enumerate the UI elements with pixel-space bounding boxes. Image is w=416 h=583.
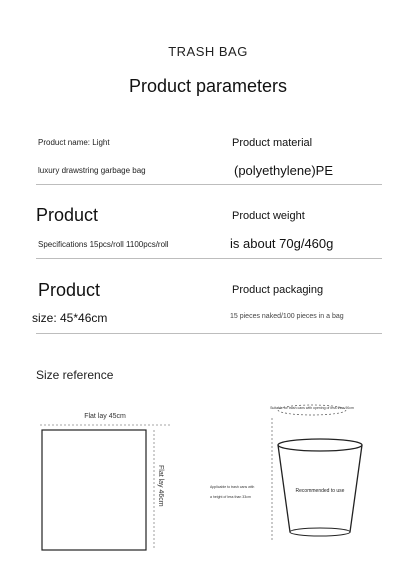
height-note-1: Applicable to trash cans with xyxy=(210,485,255,489)
flat-lay-diagram xyxy=(30,405,180,555)
can-rim xyxy=(278,439,362,451)
product-name-label: Product name: Light xyxy=(38,138,110,147)
product-size-value: size: 45*46cm xyxy=(32,311,108,325)
flat-width-text: Flat lay 45cm xyxy=(84,413,126,420)
trash-can-diagram xyxy=(210,400,385,550)
product-material-value: (polyethylene)PE xyxy=(234,163,333,178)
opening-note: Suitable for trash cans with opening of less than 90cm xyxy=(270,406,354,410)
page-title: Product parameters xyxy=(128,76,288,96)
product-material-label: Product material xyxy=(232,137,313,149)
product-name-value: luxury drawstring garbage bag xyxy=(38,166,146,175)
recommended-text: Recommended to use xyxy=(295,488,345,494)
product-weight-label: Product weight xyxy=(232,210,305,222)
flat-bag-outline xyxy=(42,430,146,550)
product-spec-value: Specifications 15pcs/roll 1100pcs/roll xyxy=(38,240,169,249)
product-packaging-value: 15 pieces naked/100 pieces in a bag xyxy=(230,313,344,320)
product-packaging-label: Product packaging xyxy=(232,284,324,296)
divider-row-2 xyxy=(36,258,382,259)
size-reference-title: Size reference xyxy=(36,368,114,382)
can-bottom xyxy=(290,528,350,536)
product-size-label: Product xyxy=(38,280,101,300)
divider-row-1 xyxy=(36,184,382,185)
product-weight-value: is about 70g/460g xyxy=(230,236,334,251)
brand-label: TRASH BAG xyxy=(168,44,248,59)
flat-height-text: Flat lay 46cm xyxy=(157,465,164,507)
product-spec-label: Product xyxy=(36,205,99,225)
height-note-2: a height of less than 33cm xyxy=(210,495,251,499)
divider-row-3 xyxy=(36,333,382,334)
